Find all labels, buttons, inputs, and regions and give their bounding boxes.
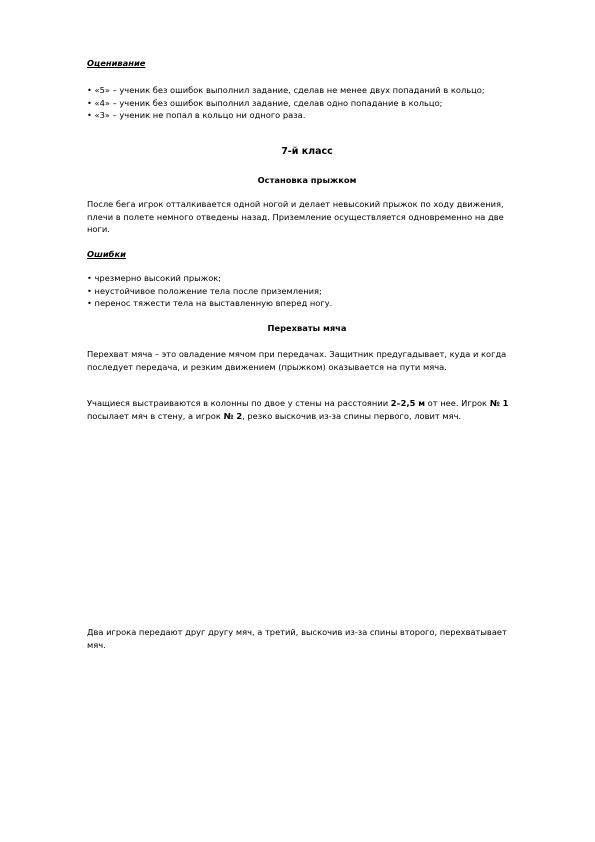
interception-text: Перехват мяча – это овладение мячом при передачах. Защитник предугадывает, куда и когда последует передача, и резким движением (прыжком) оказывается на пути мяча. xyxy=(87,349,507,372)
mistake-item: • перенос тяжести тела на выставленную вперед ногу. xyxy=(87,298,333,309)
exercise-1-player-2: № 2 xyxy=(223,410,243,421)
exercise-1-part: посылает мяч в стену, а игрок xyxy=(87,410,224,421)
exercise-1-text xyxy=(87,397,527,422)
exercise-1-part: от нее. Игрок xyxy=(425,398,490,408)
assessment-item: • «4» – ученик без ошибок выполнил задание, сделав одно попадание в кольцо; xyxy=(87,97,443,108)
exercise-1-distance: 2–2,5 м xyxy=(390,398,426,408)
assessment-heading: Оценивание xyxy=(87,58,146,68)
exercise-2-text: Два игрока передают друг другу мяч, а третий, выскочив из-за спины второго, перехватывает мяч. xyxy=(87,627,507,650)
exercise-1-part: Учащиеся выстраиваются в колонны по двое у стены на расстоянии xyxy=(87,398,391,408)
assessment-item: • «3» – ученик не попал в кольцо ни одного раза. xyxy=(87,110,306,121)
stop-jump-text: После бега игрок отталкивается одной ногой и делает невысокий прыжок по ходу движения, плечи в полете немного отведены назад. Приземление осуществляется одновременно на две ноги. xyxy=(87,199,504,235)
exercise-1-player-1: № 1 xyxy=(489,398,509,408)
mistakes-list xyxy=(87,272,527,310)
assessment-list xyxy=(87,84,527,122)
stop-jump-heading: Остановка прыжком xyxy=(257,175,357,185)
exercise-1-part: , резко выскочив из-за спины первого, ловит мяч. xyxy=(242,410,462,421)
mistakes-heading: Ошибки xyxy=(87,249,126,259)
mistake-item: • неустойчивое положение тела после приземления; xyxy=(87,285,322,296)
interception-heading: Перехваты мяча xyxy=(267,323,347,333)
assessment-item: • «5» – ученик без ошибок выполнил задание, сделав не менее двух попаданий в кольцо; xyxy=(87,85,485,95)
grade-title: 7-й класс xyxy=(281,146,333,157)
mistake-item: • чрезмерно высокий прыжок; xyxy=(87,273,222,283)
